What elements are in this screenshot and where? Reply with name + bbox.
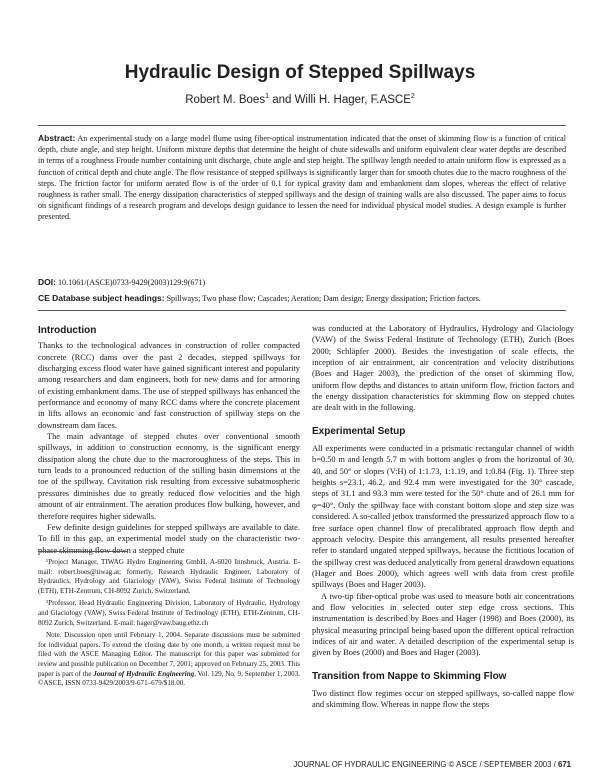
subject-label: CE Database subject headings: (38, 293, 165, 303)
intro-paragraph-3: Few definite design guidelines for stepped spillways are available to date. To fill in this gap, an experimental model study on the characteristic two-phase skimming flow down a stepped chute (38, 522, 300, 555)
heading-transition: Transition from Nappe to Skimming Flow (312, 670, 507, 682)
author-line (0, 93, 600, 106)
running-footer (293, 760, 571, 769)
intro-paragraph-2: The main advantage of stepped chutes over conventional smooth spillways, in addition to construction economy, is the significant energy dissipation along the chute due to the macroroughness of the steps. This in turn leads to a pronounced reduction of the stilling basin dimensions at the toe of the spillway. Cavitation risk resulting from excessive subatmospheric pressures diminishes due to greatly reduced flow velocities and the high amount of air entrainment. The aeration produces flow bulking, however, and therefore requires higher sidewalls. (38, 432, 300, 521)
footnote-note-text: Note. Discussion open until February 1, 2004. Separate discussions must be submitted for individual papers. To extend the closing date by one month, a written request must be filed with the ASCE Managing Editor. The manuscript for this paper was submitted for review and possible publication on December 7, 2001; approved on February 25, 2003. This paper is part of the (38, 631, 300, 678)
heading-experimental-setup: Experimental Setup (312, 425, 406, 437)
abstract-bottom-rule (38, 310, 566, 311)
footnote-2: ²Professor, Head Hydraulic Engineering Division, Laboratory of Hydraulic, Hydrology and Glaciology (VAW), Swiss Federal Institute of Technology (ETH), ETH-Zentrum, CH-8092 Zurich, Switzerland. E-mail: hager@vaw.baug.ethz.ch (38, 599, 300, 627)
author-1-affil: 1 (265, 93, 269, 100)
footnotes (38, 558, 300, 689)
page-number: 671 (557, 760, 571, 769)
author-1: Robert M. Boes (185, 93, 266, 106)
footnote-note-text-end: , Vol. 129, No. 9, September 1, 2003. ©ASCE, ISSN 0733-9429/2003/9-671–679/$18.00. (38, 669, 300, 688)
footnote-1: ¹Project Manager, TIWAG Hydro Engineering GmbH, A-6020 Innsbruck, Austria. E-mail: robert.boes@tiwag.at; formerly, Research Hydraulic Engineer, Laboratory of Hydraulics, Hydrology and Glaciology (VAW), Swiss Federal Institute of Technology (ETH), ETH-Zentrum, CH-8092 Zurich, Switzerland. (38, 558, 300, 595)
footnote-note (38, 631, 300, 689)
intro-paragraph-1: Thanks to the technological advances in construction of roller compacted concrete (RCC) dams over the past 2 decades, stepped spillways for discharging excess flood water have gained significant interest and popularity among researchers and dam engineers, both for new dams and for armoring of existing embankment dams. The use of stepped spillways has enhanced the performance and economy of many RCC dams where the concrete placement in lifts allows an economic and fast construction of spillway steps on the downstream dam faces. (38, 341, 300, 430)
top-rule (38, 125, 566, 126)
setup-paragraph-2: A two-tip fiber-optical probe was used to measure both air concentrations and flow velocities in selected outer step edge cross sections. This instrumentation is described by Boes and Hager (1998) and Boes (2000), its physical measuring principal being based upon the different optical refraction indices of air and water. A detailed description of the experimental setup is given by Boes (2000) and Boes and Hager (2003). (312, 591, 574, 658)
subject-headings (38, 293, 578, 303)
abstract-text: An experimental study on a large model flume using fiber-optical instrumentation indicated that the onset of skimming flow is a function of critical depth, chute angle, and step height. Uniform mixture depths that determine the height of chute sidewalls and uniform equivalent clear water depths are described in terms of a roughness Froude number containing unit discharge, chute angle and step height. The spillway length needed to attain uniform flow is expressed as a function of critical depth and chute angle. The flow resistance of stepped spillways is significantly larger than for smooth chutes due to the macro roughness of the steps. The friction factor for uniform aerated flow is of the order of 0.1 for typical gravity dam and embankment dam slopes, whereas the effect of relative roughness is rather small. The energy dissipation characteristics of stepped spillways and the design of training walls are also discussed. The paper aims to focus on significant findings of a research program and develops design guidance to lessen the need for individual physical model studies. A design example is further presented. (38, 134, 567, 222)
running-footer-text: JOURNAL OF HYDRAULIC ENGINEERING © ASCE / SEPTEMBER 2003 / (293, 760, 558, 769)
footnote-journal: Journal of Hydraulic Engineering (93, 669, 195, 678)
footnote-rule (38, 551, 128, 552)
subject-value: Spillways; Two phase flow; Cascades; Aeration; Dam design; Energy dissipation; Friction factors. (166, 294, 481, 303)
abstract (38, 133, 566, 223)
author-2: and Willi H. Hager, F.ASCE (269, 93, 411, 106)
abstract-label: Abstract: (38, 133, 76, 143)
transition-paragraph-1: Two distinct flow regimes occur on stepped spillways, so-called nappe flow and skimming flow. Whereas in nappe flow the steps (312, 688, 574, 710)
doi-label: DOI: (38, 277, 56, 287)
paper-title: Hydraulic Design of Stepped Spillways (124, 62, 476, 83)
doi-value: 10.1061/(ASCE)0733-9429(2003)129:9(671) (57, 278, 206, 287)
setup-paragraph-1: All experiments were conducted in a prismatic rectangular channel of width b=0.50 m and length 5.7 m with bottom angles φ from the horizontal of 30, 40, and 50° or slopes (V:H) of 1:1.73, 1:1.19, and 1:0.84 (Fig. 1). Three step heights s=23.1, 46.2, and 92.4 mm were investigated for the 30° cascade, steps of 31.1 and 93.3 mm were tested for the 50° chute and of 26.1 mm for φ=40°. Only the spillway face with constant bottom slope and step size was considered. A so-called jetbox transformed the pressurized approach flow to a free surface open channel flow of precalibrated approach flow depth and approach velocity. Despite this arrangement, all results presented hereafter refer to standard ungated stepped spillways, because the fictitious location of the spillway crest was deduced analytically from general drawdown equations (Hager and Boes 2000), which agrees well with data from crest profile spillways (Boes and Hager 2003). (312, 444, 574, 590)
heading-introduction: Introduction (38, 325, 97, 336)
doi-line (38, 277, 566, 287)
author-2-affil: 2 (410, 93, 415, 100)
right-column (312, 323, 574, 711)
left-column (38, 325, 300, 556)
intro-paragraph-4: was conducted at the Laboratory of Hydraulics, Hydrology and Glaciology (VAW) of the Swiss Federal Institute of Technology (ETH), Zurich (Boes 2000; Schläpfer 2000). Besides the investigation of scale effects, the inception of air entrainment, air concentration and velocity distributions (Boes and Hager 2003), the prediction of the onset of skimming flow, uniform flow depths and distances to attain uniform flow, friction factors and the energy dissipation characteristics for skimming flow on stepped chutes are dealt with in the following. (312, 324, 574, 413)
